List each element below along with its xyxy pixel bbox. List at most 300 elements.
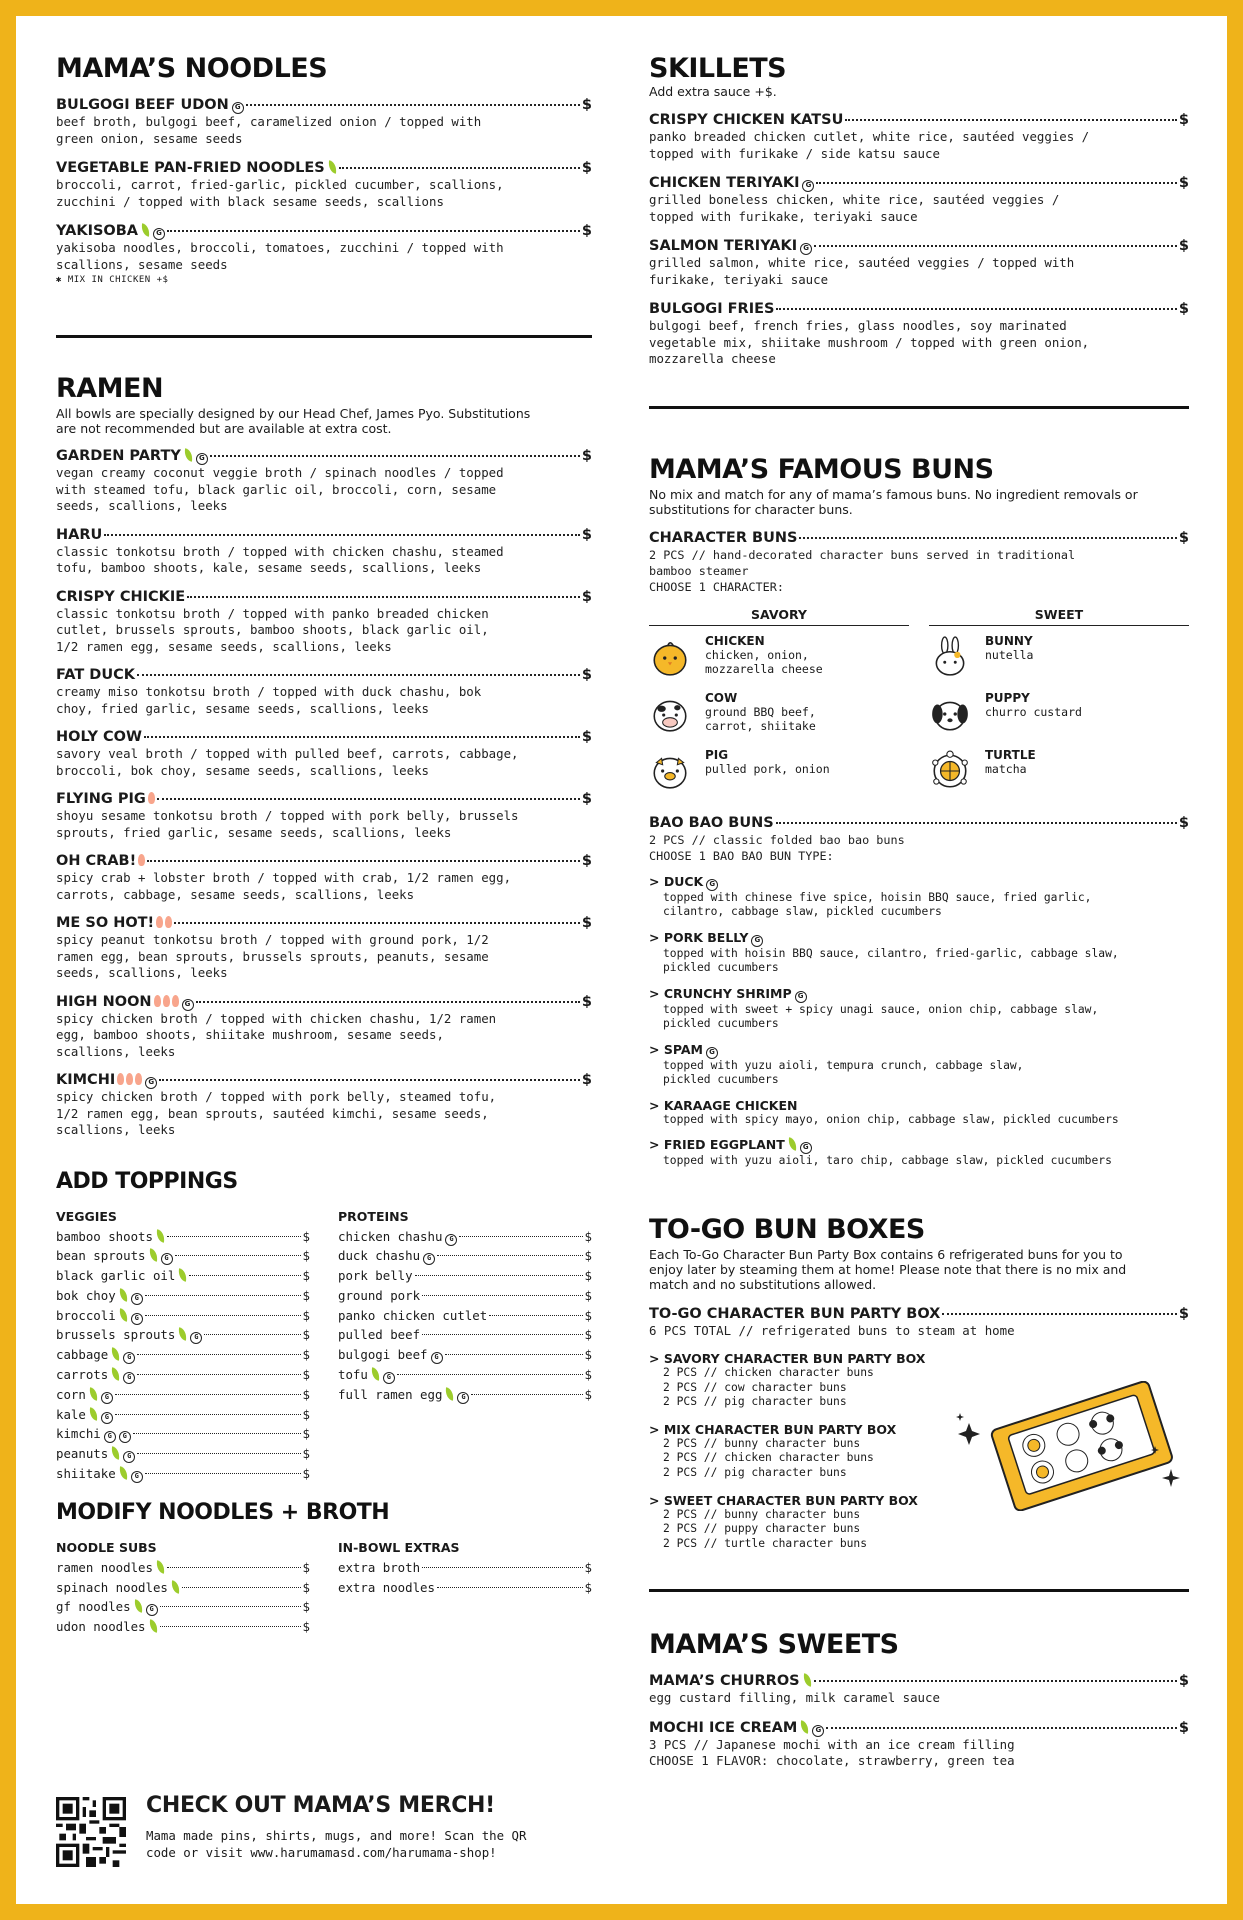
gluten-mark-icon: G <box>751 935 763 947</box>
togo-title: TO-GO BUN BOXES <box>649 1213 925 1245</box>
spicy-pepper-icon <box>117 1073 124 1085</box>
bao-type <box>649 874 1189 920</box>
topping-name: udon noodles <box>56 1619 146 1635</box>
dot-leader <box>814 1680 1177 1682</box>
menu-item <box>56 448 592 515</box>
item-desc-line: with steamed tofu, black garlic oil, broccoli, corn, sesame <box>56 481 497 497</box>
item-desc-line: seeds, scallions, leeks <box>56 965 228 980</box>
item-price: $ <box>581 223 592 239</box>
dot-leader <box>174 922 580 924</box>
topping-row <box>56 1385 310 1405</box>
menu-item <box>56 791 592 841</box>
topping-name: peanuts <box>56 1446 109 1462</box>
vegetarian-leaf-icon <box>183 448 194 461</box>
item-desc-line: shoyu sesame tonkotsu broth / topped with pork belly, brussels <box>56 808 519 823</box>
gluten-mark-icon: G <box>131 1293 143 1305</box>
dot-leader <box>196 1001 580 1003</box>
spicy-pepper-icon <box>172 995 179 1007</box>
topping-price: $ <box>584 1287 592 1303</box>
diet-icons <box>116 1464 143 1484</box>
item-desc-line: broccoli, bok choy, sesame seeds, scallions, leeks <box>56 762 429 778</box>
mix-in-note: ✱ MIX IN CHICKEN +$ <box>56 275 169 285</box>
proteins-title: PROTEINS <box>338 1208 409 1224</box>
dot-leader <box>157 798 580 800</box>
item-desc-line: furikake, teriyaki sauce <box>649 271 829 287</box>
topping-name: panko chicken cutlet <box>338 1307 488 1323</box>
bao-type-name: > CRUNCHY SHRIMP <box>649 985 792 1001</box>
diet-icons <box>420 1246 435 1266</box>
topping-row <box>56 1227 310 1247</box>
item-desc-line: choy, fried garlic, sesame seeds, scallions, leeks <box>56 700 429 716</box>
item-desc-line: scallions, sesame seeds <box>56 256 228 272</box>
item-name: HIGH NOON <box>56 993 152 1010</box>
diet-icons <box>797 1720 824 1737</box>
pig-bun-icon <box>649 750 691 792</box>
menu-item <box>56 160 592 210</box>
diet-icons <box>428 1345 443 1365</box>
gluten-mark-icon: G <box>153 228 165 240</box>
vegetarian-leaf-icon <box>110 1367 121 1380</box>
topping-price: $ <box>584 1228 592 1244</box>
bao-type-desc: topped with yuzu aioli, taro chip, cabbage slaw, pickled cucumbers <box>663 1154 1112 1167</box>
topping-price: $ <box>302 1268 310 1284</box>
topping-name: bok choy <box>56 1287 116 1303</box>
buns-intro: No mix and match for any of mama’s famous buns. No ingredient removals or substitutions for character buns. <box>649 486 1138 517</box>
item-desc-line: savory veal broth / topped with pulled beef, carrots, cabbage, <box>56 746 519 761</box>
item-desc-line: vegetable mix, shiitake mushroom / topped with green onion, <box>649 334 1090 350</box>
gluten-mark-icon: G <box>145 1077 157 1089</box>
item-desc-line: panko breaded chicken cutlet, white rice, sautéed veggies / <box>649 129 1090 144</box>
topping-name: kimchi <box>56 1426 101 1442</box>
spicy-pepper-icon <box>148 792 155 804</box>
gluten-mark-icon: G <box>812 1725 824 1737</box>
bao-type-desc: pickled cucumbers <box>663 1073 779 1086</box>
diet-icons <box>116 1306 143 1326</box>
puppy-bun-icon <box>929 693 971 735</box>
dot-leader <box>147 860 580 862</box>
character-buns-item <box>649 530 1189 595</box>
topping-row <box>338 1246 592 1266</box>
topping-price: $ <box>302 1347 310 1363</box>
divider <box>56 335 592 338</box>
item-desc-line: ramen egg, bean sprouts, brussels sprouts, peanuts, sesame <box>56 948 489 964</box>
dot-leader <box>845 119 1177 121</box>
spicy-pepper-icon <box>163 995 170 1007</box>
bao-type-name: > DUCK <box>649 873 704 889</box>
topping-price: $ <box>302 1466 310 1482</box>
topping-name: spinach noodles <box>56 1579 168 1595</box>
gluten-mark-icon: G <box>706 879 718 891</box>
topping-price: $ <box>302 1559 310 1575</box>
item-desc-line: 1/2 ramen egg, bean sprouts, sautéed kimchi, sesame seeds, <box>56 1105 489 1121</box>
bao-buns-price: $ <box>1178 814 1189 831</box>
dot-leader <box>104 534 580 536</box>
vegetarian-leaf-icon <box>133 1600 144 1613</box>
topping-price: $ <box>302 1327 310 1343</box>
cow-bun-icon <box>649 693 691 735</box>
item-price: $ <box>581 667 592 683</box>
diet-icons <box>146 1617 158 1637</box>
item-desc-line: beef broth, bulgogi beef, caramelized onion / topped with <box>56 114 482 129</box>
bao-type <box>649 1137 1189 1169</box>
gluten-mark-icon: G <box>383 1372 395 1384</box>
item-desc-line: green onion, sesame seeds <box>56 130 243 146</box>
item-name: CHICKEN TERIYAKI <box>649 175 800 191</box>
topping-price: $ <box>584 1367 592 1383</box>
buns-title: MAMA’S FAMOUS BUNS <box>649 453 994 485</box>
item-name: CRISPY CHICKIE <box>56 588 186 605</box>
gluten-mark-icon: G <box>190 1332 202 1344</box>
ramen-intro: All bowls are specially designed by our Head Chef, James Pyo. Substitutions are not recommended but are available at extra cost. <box>56 406 531 436</box>
vegetarian-leaf-icon <box>177 1268 188 1281</box>
menu-item <box>649 1673 1189 1707</box>
item-desc-line: scallions, leeks <box>56 1043 176 1059</box>
vegetarian-leaf-icon <box>170 1580 181 1593</box>
pig-bun: PIG pulled pork, onion <box>649 748 909 805</box>
item-desc-line: zucchini / topped with black sesame seeds, scallions <box>56 193 444 209</box>
sweets-list <box>649 1673 1189 1770</box>
item-desc-line: vegan creamy coconut veggie broth / spinach noodles / topped <box>56 465 504 480</box>
diet-icons <box>115 1072 157 1089</box>
dot-leader <box>826 1727 1177 1729</box>
skillets-list <box>649 112 1189 368</box>
bao-type-desc: topped with hoisin BBQ sauce, cilantro, fried-garlic, cabbage slaw, <box>663 946 1119 960</box>
item-desc-line: 1/2 ramen egg, sesame seeds, scallions, leeks <box>56 638 392 654</box>
spicy-pepper-icon <box>165 916 172 928</box>
topping-name: ramen noodles <box>56 1559 153 1575</box>
item-desc-line: egg, bamboo shoots, shiitake mushroom, sesame seeds, <box>56 1027 444 1042</box>
savory-title: SAVORY <box>649 607 909 626</box>
topping-row <box>56 1558 310 1578</box>
ramen-list <box>56 448 592 1139</box>
menu-item <box>649 175 1189 225</box>
extras-list <box>338 1558 592 1598</box>
veggies-title: VEGGIES <box>56 1208 117 1224</box>
vegetarian-leaf-icon <box>444 1387 455 1400</box>
chicken-bun: CHICKEN chicken, onion, mozzarella cheese <box>649 634 909 691</box>
party-box-line: 2 PCS // chicken character buns <box>663 1451 874 1465</box>
dot-leader <box>187 596 580 598</box>
item-desc-line: broccoli, carrot, fried-garlic, pickled cucumber, scallions, <box>56 177 504 192</box>
topping-row <box>56 1617 310 1637</box>
item-price: $ <box>1178 301 1189 317</box>
spicy-pepper-icon <box>126 1073 133 1085</box>
diet-icons <box>229 97 244 114</box>
topping-price: $ <box>302 1446 310 1462</box>
qr-code-icon[interactable] <box>56 1797 126 1867</box>
item-name: CRISPY CHICKEN KATSU <box>649 112 844 128</box>
topping-name: extra broth <box>338 1559 421 1575</box>
bao-type-desc: cilantro, cabbage slaw, pickled cucumbers <box>663 905 942 918</box>
item-desc-line: sprouts, fried garlic, sesame seeds, scallions, leeks <box>56 824 452 840</box>
diet-icons <box>86 1385 113 1405</box>
item-price: $ <box>1178 1719 1189 1736</box>
merch-section <box>146 1793 586 1861</box>
bao-type <box>649 1098 1189 1128</box>
bao-type-desc: topped with sweet + spicy unagi sauce, onion chip, cabbage slaw, <box>663 1002 1099 1016</box>
bao-type-name: > SPAM <box>649 1041 703 1057</box>
bao-type-desc: topped with chinese five spice, hoisin BBQ sauce, fried garlic, <box>663 890 1092 904</box>
bao-type <box>649 930 1189 976</box>
diet-icons <box>800 1673 812 1690</box>
gluten-mark-icon: G <box>800 243 812 255</box>
gluten-mark-icon: G <box>802 180 814 192</box>
topping-name: ground pork <box>338 1287 421 1303</box>
spicy-pepper-icon <box>156 916 163 928</box>
diet-icons <box>152 994 194 1011</box>
diet-icons <box>175 1325 202 1345</box>
topping-row <box>56 1345 310 1365</box>
sweet-title: SWEET <box>929 607 1189 626</box>
vegetarian-leaf-icon <box>155 1229 166 1242</box>
item-price: $ <box>581 729 592 745</box>
item-price: $ <box>581 160 592 176</box>
item-desc-line: topped with furikake, teriyaki sauce <box>649 208 918 224</box>
bao-type-name: > PORK BELLY <box>649 929 749 945</box>
togo-main-price: $ <box>1178 1305 1189 1322</box>
topping-name: duck chashu <box>338 1248 421 1264</box>
topping-name: pulled beef <box>338 1327 421 1343</box>
topping-row <box>56 1578 310 1598</box>
menu-item <box>56 589 592 656</box>
item-desc-line: egg custard filling, milk caramel sauce <box>649 1690 940 1706</box>
topping-name: cabbage <box>56 1347 109 1363</box>
item-desc-line: scallions, leeks <box>56 1122 176 1137</box>
topping-row <box>338 1286 592 1306</box>
vegetarian-leaf-icon <box>118 1466 129 1479</box>
item-desc-line: yakisoba noodles, broccoli, tomatoes, zucchini / topped with <box>56 240 504 255</box>
gluten-mark-icon: G <box>457 1392 469 1404</box>
bao-type-desc: topped with spicy mayo, onion chip, cabbage slaw, pickled cucumbers <box>663 1112 1119 1126</box>
dot-leader <box>210 455 580 457</box>
topping-price: $ <box>302 1228 310 1244</box>
topping-name: full ramen egg <box>338 1386 443 1402</box>
topping-name: bean sprouts <box>56 1248 146 1264</box>
sweets-title: MAMA’S SWEETS <box>649 1629 899 1661</box>
topping-name: brussels sprouts <box>56 1327 176 1343</box>
skillets-intro: Add extra sauce +$. <box>649 84 777 99</box>
menu-item <box>56 97 592 147</box>
gluten-mark-icon: G <box>101 1392 113 1404</box>
topping-price: $ <box>302 1619 310 1635</box>
merch-title: CHECK OUT MAMA’S MERCH! <box>146 1793 495 1818</box>
diet-icons <box>108 1345 135 1365</box>
item-desc-line: spicy peanut tonkotsu broth / topped with ground pork, 1/2 <box>56 932 489 947</box>
gluten-mark-icon: G <box>119 1431 131 1443</box>
diet-icons <box>116 1286 143 1306</box>
topping-row <box>56 1597 310 1617</box>
item-price: $ <box>1178 238 1189 254</box>
topping-price: $ <box>584 1248 592 1264</box>
proteins-list <box>338 1227 592 1405</box>
diet-icons <box>442 1385 469 1405</box>
diet-icons <box>146 791 155 808</box>
menu-item <box>56 1072 592 1139</box>
vegetarian-leaf-icon <box>799 1720 810 1733</box>
topping-name: bulgogi beef <box>338 1347 428 1363</box>
item-name: KIMCHI <box>56 1072 116 1088</box>
togo-intro: Each To-Go Character Bun Party Box contains 6 refrigerated buns for you to enjoy later by steaming them at home! Please note that there is no mix and match and no substitutions allowed. <box>649 1246 1127 1292</box>
topping-name: kale <box>56 1406 86 1422</box>
diet-icons <box>153 1558 165 1578</box>
ramen-title: RAMEN <box>56 373 164 404</box>
vegetarian-leaf-icon <box>327 160 338 173</box>
topping-row <box>56 1246 310 1266</box>
topping-name: tofu <box>338 1367 368 1383</box>
diet-icons <box>108 1444 135 1464</box>
item-desc-line: spicy chicken broth / topped with pork belly, steamed tofu, <box>56 1089 497 1104</box>
item-name: YAKISOBA <box>56 223 139 239</box>
item-desc-line: seeds, scallions, leeks <box>56 498 228 513</box>
item-name: SALMON TERIYAKI <box>649 238 798 254</box>
spicy-pepper-icon <box>154 995 161 1007</box>
item-name: ME SO HOT! <box>56 915 155 931</box>
item-desc-line: grilled salmon, white rice, sautéed veggies / topped with <box>649 255 1075 270</box>
pig-name: PIG <box>705 747 729 762</box>
topping-price: $ <box>584 1559 592 1575</box>
modify-grid <box>56 1534 592 1637</box>
item-desc-line: CHOOSE 1 FLAVOR: chocolate, strawberry, green tea <box>649 1753 1015 1769</box>
topping-price: $ <box>584 1579 592 1595</box>
diet-icons <box>797 238 812 255</box>
diet-icons <box>175 1266 187 1286</box>
gluten-mark-icon: G <box>123 1451 135 1463</box>
turtle-bun: TURTLE matcha <box>929 748 1189 805</box>
bao-types-list <box>649 874 1189 1169</box>
gluten-mark-icon: G <box>423 1253 435 1265</box>
item-name: VEGETABLE PAN-FRIED NOODLES <box>56 160 325 176</box>
bao-type-desc: pickled cucumbers <box>663 1017 779 1030</box>
party-box-line: 2 PCS // bunny character buns <box>663 1436 861 1450</box>
bun-box-icon <box>954 1381 1189 1511</box>
party-box-line: 2 PCS // chicken character buns <box>663 1366 874 1379</box>
diet-icons <box>442 1227 457 1247</box>
gluten-mark-icon: G <box>795 991 807 1003</box>
skillets-title: SKILLETS <box>649 53 787 84</box>
topping-row <box>338 1345 592 1365</box>
vegetarian-leaf-icon <box>148 1620 159 1633</box>
dot-leader <box>814 245 1177 247</box>
spicy-pepper-icon <box>135 1073 142 1085</box>
item-name: FAT DUCK <box>56 667 135 683</box>
item-desc-line: creamy miso tonkotsu broth / topped with duck chashu, bok <box>56 684 482 699</box>
menu-item <box>649 1720 1189 1770</box>
party-box-line: 2 PCS // bunny character buns <box>663 1507 861 1521</box>
diet-icons <box>799 175 814 192</box>
item-price: $ <box>1178 1673 1189 1690</box>
item-desc-line: grilled boneless chicken, white rice, sautéed veggies / <box>649 192 1060 207</box>
item-name: BULGOGI BEEF UDON <box>56 97 229 113</box>
menu-item <box>56 915 592 982</box>
bao-type-desc: pickled cucumbers <box>663 961 779 974</box>
togo-main-name: TO-GO CHARACTER BUN PARTY BOX <box>649 1305 941 1322</box>
item-desc-line: cutlet, brussels sprouts, bamboo shoots, black garlic oil, <box>56 622 489 637</box>
dot-leader <box>144 736 580 738</box>
vegetarian-leaf-icon <box>148 1249 159 1262</box>
vegetarian-leaf-icon <box>110 1348 121 1361</box>
topping-name: chicken chashu <box>338 1228 443 1244</box>
bunny-bun: BUNNY nutella <box>929 634 1189 691</box>
bao-type <box>649 986 1189 1032</box>
topping-price: $ <box>302 1406 310 1422</box>
party-box <box>649 1493 969 1552</box>
topping-row <box>56 1306 310 1326</box>
noodle-subs-title: NOODLE SUBS <box>56 1539 157 1555</box>
diet-icons <box>146 1246 173 1266</box>
topping-name: extra noodles <box>338 1579 435 1595</box>
item-name: HOLY COW <box>56 729 142 745</box>
diet-icons <box>86 1405 113 1425</box>
gluten-mark-icon: G <box>431 1352 443 1364</box>
topping-row <box>338 1578 592 1598</box>
gluten-mark-icon: G <box>131 1313 143 1325</box>
topping-name: black garlic oil <box>56 1268 176 1284</box>
item-desc-line: classic tonkotsu broth / topped with chicken chashu, steamed <box>56 543 504 559</box>
divider <box>649 1589 1189 1592</box>
cow-bun: COW ground BBQ beef, carrot, shiitake <box>649 691 909 748</box>
diet-icons <box>153 1227 165 1247</box>
gluten-mark-icon: G <box>104 1431 116 1443</box>
vegetarian-leaf-icon <box>88 1407 99 1420</box>
diet-icons <box>108 1365 135 1385</box>
vegetarian-leaf-icon <box>140 223 151 236</box>
gluten-mark-icon: G <box>182 999 194 1011</box>
character-desc-line: bamboo steamer <box>649 563 749 578</box>
turtle-name: TURTLE <box>985 747 1036 762</box>
topping-row <box>56 1405 310 1425</box>
diet-icons <box>325 160 337 177</box>
topping-price: $ <box>584 1307 592 1323</box>
item-desc-line: spicy chicken broth / topped with chicken chashu, 1/2 ramen <box>56 1010 497 1026</box>
item-price: $ <box>581 853 592 869</box>
party-box-line: 2 PCS // cow character buns <box>663 1380 847 1394</box>
party-box-line: 2 PCS // pig character buns <box>663 1465 847 1479</box>
bunny-bun-icon <box>929 636 971 678</box>
gluten-mark-icon: G <box>123 1352 135 1364</box>
menu-item <box>649 301 1189 368</box>
topping-name: carrots <box>56 1367 109 1383</box>
item-desc-line: 3 PCS // Japanese mochi with an ice cream filling <box>649 1736 1015 1752</box>
modify-title: MODIFY NOODLES + BROTH <box>56 1499 390 1525</box>
party-box-line: 2 PCS // pig character buns <box>663 1395 847 1409</box>
gluten-mark-icon: G <box>101 1412 113 1424</box>
item-name: FLYING PIG <box>56 791 146 807</box>
gluten-mark-icon: G <box>196 453 208 465</box>
merch-desc: Mama made pins, shirts, mugs, and more! Scan the QR code or visit www.harumamasd.com/harumama-shop! <box>146 1828 527 1860</box>
dot-leader <box>167 230 580 232</box>
gluten-mark-icon: G <box>131 1471 143 1483</box>
dot-leader <box>816 182 1176 184</box>
menu-item <box>56 667 592 717</box>
topping-row <box>338 1306 592 1326</box>
item-price: $ <box>581 448 592 464</box>
vegetarian-leaf-icon <box>88 1387 99 1400</box>
togo-boxes <box>649 1351 1189 1551</box>
topping-price: $ <box>584 1327 592 1343</box>
party-box <box>649 1351 969 1410</box>
vegetarian-leaf-icon <box>118 1288 129 1301</box>
character-desc-line: CHOOSE 1 CHARACTER: <box>649 579 784 594</box>
topping-price: $ <box>584 1386 592 1402</box>
vegetarian-leaf-icon <box>177 1328 188 1341</box>
character-buns-name: CHARACTER BUNS <box>649 529 798 546</box>
bao-type-name: > KARAAGE CHICKEN <box>649 1097 798 1113</box>
item-price: $ <box>581 588 592 605</box>
item-desc-line: mozzarella cheese <box>649 351 776 366</box>
item-desc-line: carrots, cabbage, sesame seeds, scallions, leeks <box>56 886 415 902</box>
topping-row <box>56 1424 310 1444</box>
diet-icons <box>154 915 172 932</box>
